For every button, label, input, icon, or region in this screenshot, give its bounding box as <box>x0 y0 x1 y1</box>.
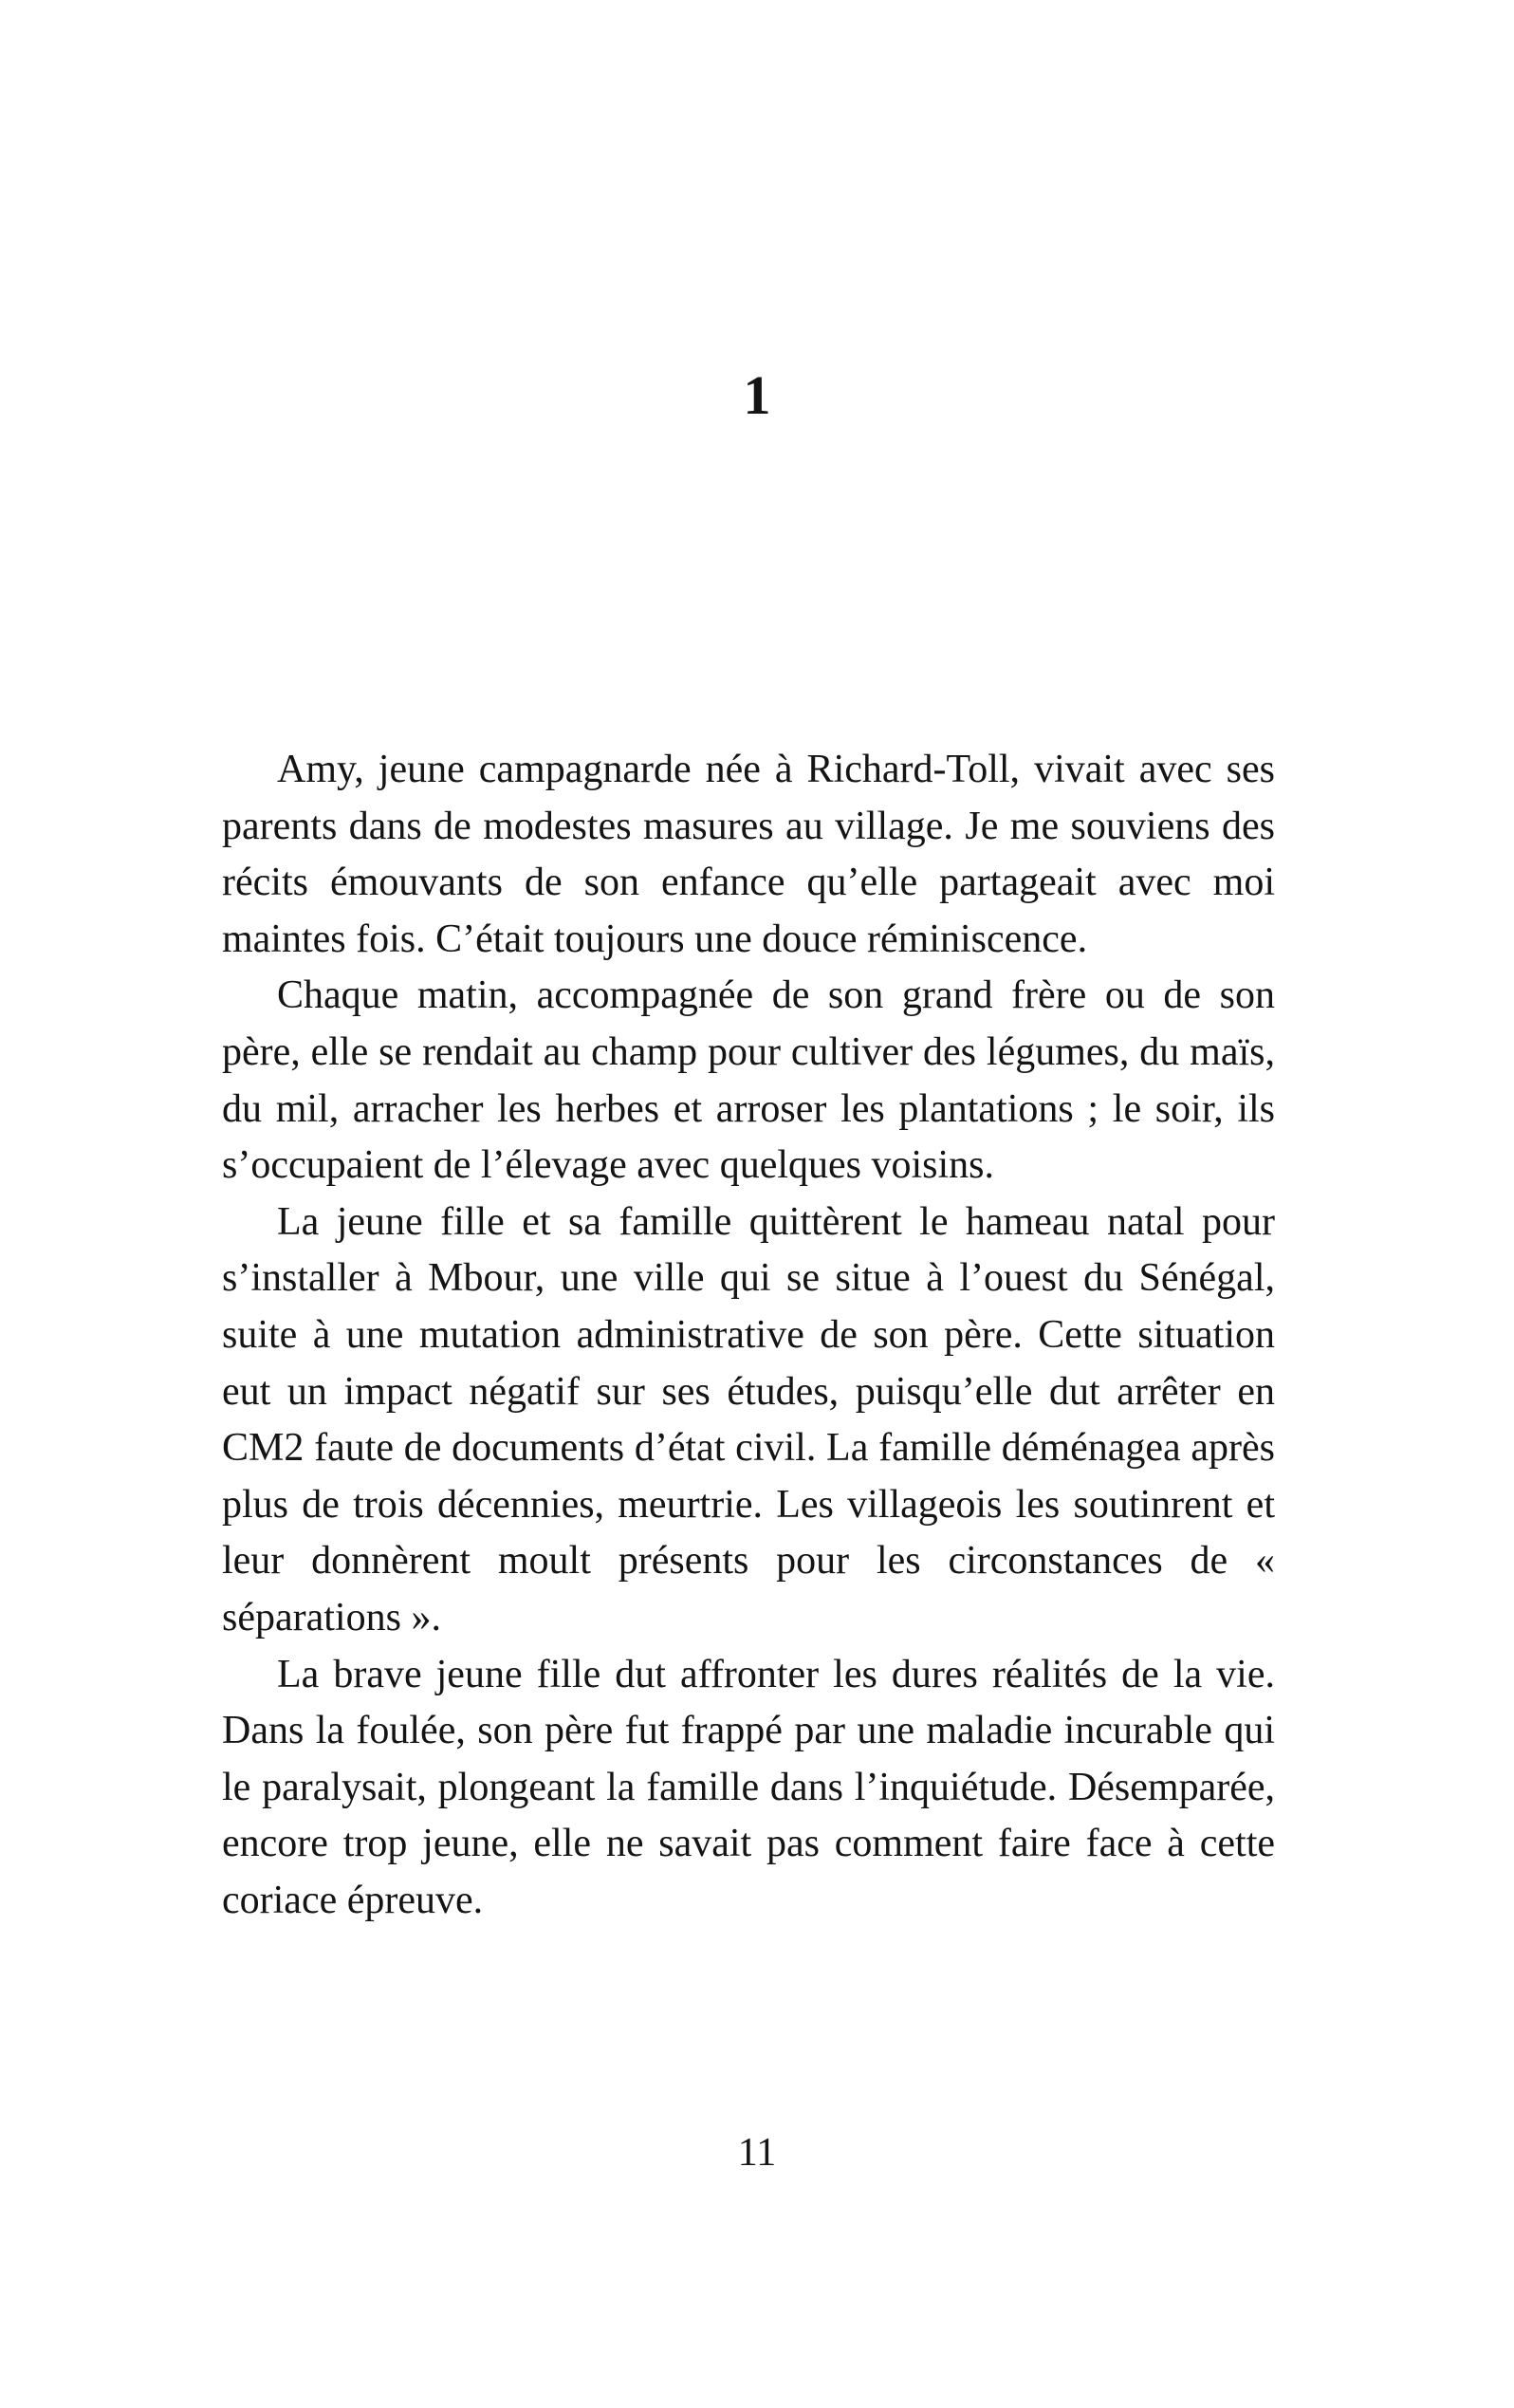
paragraph: La jeune fille et sa famille quittèrent le hameau natal pour s’installer à Mbour, une ville qui se situe à l’ouest du Sénégal, suite à une mutation administrative de son père. Cette situation eut un impact négatif sur ses études, puisqu’elle dut arrêter en CM2 faute de documents d’état civil. La famille déménagea après plus de trois décennies, meurtrie. Les villageois les soutinrent et leur donnèrent moult présents pour les circonstances de « séparations ». <box>222 1199 1275 1639</box>
paragraph: Chaque matin, accompagnée de son grand frère ou de son père, elle se rendait au champ pour cultiver des légumes, du maïs, du mil, arracher les herbes et arroser les plantations ; le soir, ils s’occupaient de l’élevage avec quelques voisins. <box>222 973 1275 1188</box>
chapter-number: 1 <box>743 364 771 426</box>
body-text <box>222 742 1275 1929</box>
paragraph: Amy, jeune campagnarde née à Richard-Toll, vivait avec ses parents dans de modestes masures au village. Je me souviens des récits émouvants de son enfance qu’elle partageait avec moi maintes fois. C’était toujours une douce réminiscence. <box>222 748 1275 961</box>
page-number: 11 <box>737 2131 777 2175</box>
paragraph: La brave jeune fille dut affronter les dures réalités de la vie. Dans la foulée, son père fut frappé par une maladie incurable qui le paralysait, plongeant la famille dans l’inquiétude. Désemparée, encore trop jeune, elle ne savait pas comment faire face à cette coriace épreuve. <box>222 1652 1275 1922</box>
